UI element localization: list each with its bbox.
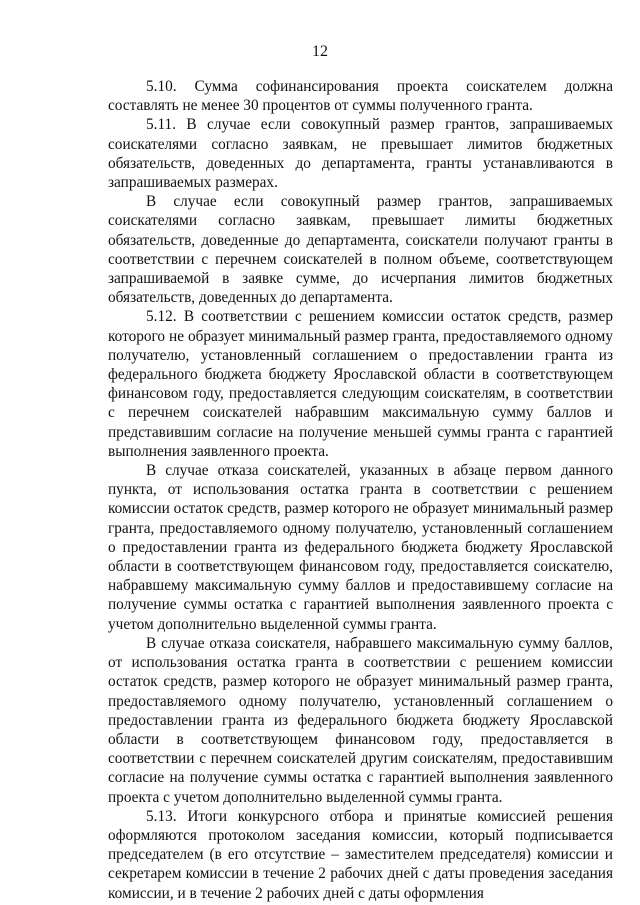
paragraph-5-11: 5.11. В случае если совокупный размер грантов, запрашиваемых соискателями согласно заявкам, не превышает лимитов бюджетных обязательств, доведенных до департамента, гранты устанавливаются в запрашиваемых размерах. [108, 116, 613, 192]
paragraph-5-12-refusal-max-score: В случае отказа соискателя, набравшего максимальную сумму баллов, от использования остатка гранта в соответствии с решением комиссии остаток средств, размер которого не образует минимальный размер гранта, предоставляемого одному получателю, установленный соглашением о предоставлении гранта из федерального бюджета бюджету Ярославской области в соответствующем финансовом году, предоставляется в соответствии с перечнем соискателей другим соискателям, предоставившим согласие на получение суммы остатка с гарантией выполнения заявленного проекта с учетом дополнительно выделенной суммы гранта. [108, 634, 613, 806]
paragraph-5-10: 5.10. Сумма софинансирования проекта соискателем должна составлять не менее 30 процентов от суммы полученного гранта. [108, 78, 613, 115]
document-body [108, 77, 613, 903]
paragraph-5-12: 5.12. В соответствии с решением комиссии остаток средств, размер которого не образует минимальный размер гранта, предоставляемого одному получателю, установленный соглашением о предоставлении гранта из федерального бюджета бюджету Ярославской области в соответствующем финансовом году, предоставляется следующим соискателям, в соответствии с перечнем соискателей набравшим максимальную сумму баллов и представившим согласие на получение меньшей суммы гранта с гарантией выполнения заявленного проекта. [108, 308, 613, 460]
paragraph-5-12-refusal-first: В случае отказа соискателей, указанных в абзаце первом данного пункта, от использования остатка гранта в соответствии с решением комиссии остаток средств, размер которого не образует минимальный размер гранта, предоставляемого одному получателю, установленный соглашением о предоставлении гранта из федерального бюджета бюджету Ярославской области в соответствующем финансовом году, предоставляется соискателю, набравшему максимальную сумму баллов и предоставившему согласие на получение суммы остатка с гарантией выполнения заявленного проекта с учетом дополнительно выделенной суммы гранта. [108, 462, 613, 633]
page-number: 12 [312, 43, 328, 60]
paragraph-5-13: 5.13. Итоги конкурсного отбора и принятые комиссией решения оформляются протоколом заседания комиссии, который подписывается председателем (в его отсутствие – заместителем председателя) комиссии и секретарем комиссии в течение 2 рабочих дней с даты проведения заседания комиссии, и в течение 2 рабочих дней с даты оформления [108, 807, 613, 902]
paragraph-5-11-limits-exceeded: В случае если совокупный размер грантов, запрашиваемых соискателями согласно заявкам, превышает лимиты бюджетных обязательств, доведенные до департамента, соискатели получают гранты в соответствии с перечнем соискателей в полном объеме, соответствующем запрашиваемой в заявке сумме, до исчерпания лимитов бюджетных обязательств, доведенных до департамента. [108, 193, 613, 307]
